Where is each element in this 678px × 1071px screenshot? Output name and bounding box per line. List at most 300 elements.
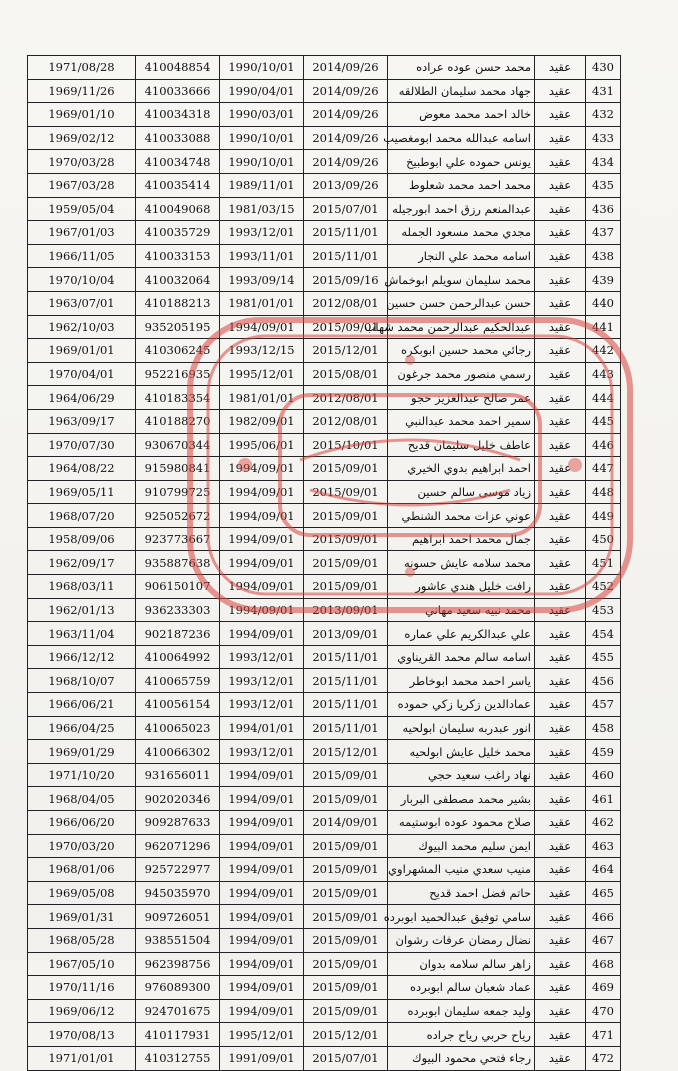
full-name-cell: ايمن سليم محمد البيوك [388, 834, 535, 858]
table-row [28, 362, 621, 386]
birth-date-cell: 1968/05/28 [28, 928, 136, 952]
full-name-cell: علي عبدالكريم علي عماره [388, 622, 535, 646]
appointment-date-cell: 1994/09/01 [220, 598, 304, 622]
id-number-cell: 410117931 [136, 1023, 220, 1047]
promotion-date-cell: 2015/12/01 [304, 740, 388, 764]
appointment-date-cell: 1993/09/14 [220, 268, 304, 292]
rank-cell: عقيد [535, 504, 586, 528]
full-name-cell: صلاح محمود عوده ابوستيمه [388, 811, 535, 835]
full-name-cell: زاهر سالم سلامه بدوان [388, 952, 535, 976]
appointment-date-cell: 1989/11/01 [220, 173, 304, 197]
appointment-date-cell: 1994/09/01 [220, 575, 304, 599]
appointment-date-cell: 1994/09/01 [220, 622, 304, 646]
birth-date-cell: 1969/01/01 [28, 339, 136, 363]
id-number-cell: 930670344 [136, 433, 220, 457]
promotion-date-cell: 2014/09/26 [304, 79, 388, 103]
id-number-cell: 410034318 [136, 103, 220, 127]
rank-cell: عقيد [535, 881, 586, 905]
table-row [28, 575, 621, 599]
promotion-date-cell: 2015/09/01 [304, 551, 388, 575]
promotion-date-cell: 2015/09/01 [304, 457, 388, 481]
promotion-date-cell: 2015/09/01 [304, 480, 388, 504]
full-name-cell: زياد موسى سالم حسين [388, 480, 535, 504]
serial-number-cell: 453 [586, 598, 621, 622]
appointment-date-cell: 1994/09/01 [220, 504, 304, 528]
table-row [28, 457, 621, 481]
birth-date-cell: 1966/06/21 [28, 693, 136, 717]
rank-cell: عقيد [535, 315, 586, 339]
rank-cell: عقيد [535, 928, 586, 952]
serial-number-cell: 443 [586, 362, 621, 386]
table-row [28, 173, 621, 197]
birth-date-cell: 1970/11/16 [28, 976, 136, 1000]
rank-cell: عقيد [535, 79, 586, 103]
full-name-cell: حاتم فضل احمد قديح [388, 881, 535, 905]
appointment-date-cell: 1994/09/01 [220, 999, 304, 1023]
id-number-cell: 410049068 [136, 197, 220, 221]
appointment-date-cell: 1994/09/01 [220, 480, 304, 504]
serial-number-cell: 439 [586, 268, 621, 292]
id-number-cell: 909287633 [136, 811, 220, 835]
appointment-date-cell: 1994/09/01 [220, 905, 304, 929]
id-number-cell: 952216935 [136, 362, 220, 386]
promotion-date-cell: 2015/11/01 [304, 645, 388, 669]
rank-cell: عقيد [535, 197, 586, 221]
rank-cell: عقيد [535, 244, 586, 268]
id-number-cell: 410032064 [136, 268, 220, 292]
appointment-date-cell: 1990/03/01 [220, 103, 304, 127]
id-number-cell: 906150107 [136, 575, 220, 599]
table-row [28, 103, 621, 127]
rank-cell: عقيد [535, 362, 586, 386]
full-name-cell: محمد حسن عوده عراده [388, 56, 535, 80]
serial-number-cell: 432 [586, 103, 621, 127]
serial-number-cell: 456 [586, 669, 621, 693]
rank-cell: عقيد [535, 622, 586, 646]
id-number-cell: 935205195 [136, 315, 220, 339]
table-row [28, 952, 621, 976]
table-row [28, 56, 621, 80]
rank-cell: عقيد [535, 763, 586, 787]
promotion-date-cell: 2015/09/01 [304, 787, 388, 811]
birth-date-cell: 1963/11/04 [28, 622, 136, 646]
id-number-cell: 410188213 [136, 291, 220, 315]
id-number-cell: 936233303 [136, 598, 220, 622]
promotion-date-cell: 2015/09/01 [304, 575, 388, 599]
full-name-cell: عمر صالح عبدالعزيز حجو [388, 386, 535, 410]
table-row [28, 197, 621, 221]
serial-number-cell: 461 [586, 787, 621, 811]
table-row [28, 291, 621, 315]
birth-date-cell: 1962/09/17 [28, 551, 136, 575]
birth-date-cell: 1967/01/03 [28, 221, 136, 245]
serial-number-cell: 465 [586, 881, 621, 905]
appointment-date-cell: 1994/01/01 [220, 716, 304, 740]
promotion-date-cell: 2015/07/01 [304, 197, 388, 221]
appointment-date-cell: 1993/12/01 [220, 221, 304, 245]
appointment-date-cell: 1994/09/01 [220, 457, 304, 481]
id-number-cell: 931656011 [136, 763, 220, 787]
full-name-cell: محمد خليل عايش ابولحيه [388, 740, 535, 764]
promotion-date-cell: 2015/12/01 [304, 1023, 388, 1047]
table-row [28, 905, 621, 929]
serial-number-cell: 469 [586, 976, 621, 1000]
id-number-cell: 935887638 [136, 551, 220, 575]
table-row [28, 787, 621, 811]
full-name-cell: رجاء فتحي محمود البيوك [388, 1046, 535, 1070]
full-name-cell: يونس حموده علي ابوطبيخ [388, 150, 535, 174]
serial-number-cell: 452 [586, 575, 621, 599]
full-name-cell: حسن عبدالرحمن حسن حسين [388, 291, 535, 315]
rank-cell: عقيد [535, 693, 586, 717]
serial-number-cell: 449 [586, 504, 621, 528]
serial-number-cell: 457 [586, 693, 621, 717]
promotion-date-cell: 2014/09/26 [304, 126, 388, 150]
appointment-date-cell: 1994/09/01 [220, 834, 304, 858]
birth-date-cell: 1970/08/13 [28, 1023, 136, 1047]
appointment-date-cell: 1993/11/01 [220, 244, 304, 268]
rank-cell: عقيد [535, 716, 586, 740]
birth-date-cell: 1964/06/29 [28, 386, 136, 410]
id-number-cell: 410033666 [136, 79, 220, 103]
birth-date-cell: 1969/02/12 [28, 126, 136, 150]
appointment-date-cell: 1994/09/01 [220, 811, 304, 835]
serial-number-cell: 446 [586, 433, 621, 457]
id-number-cell: 410056154 [136, 693, 220, 717]
appointment-date-cell: 1994/09/01 [220, 315, 304, 339]
birth-date-cell: 1968/03/11 [28, 575, 136, 599]
rank-cell: عقيد [535, 339, 586, 363]
table-row [28, 716, 621, 740]
promotion-date-cell: 2015/09/01 [304, 834, 388, 858]
full-name-cell: رياح حربي رياح جراده [388, 1023, 535, 1047]
table-row [28, 126, 621, 150]
id-number-cell: 938551504 [136, 928, 220, 952]
table-row [28, 480, 621, 504]
rank-cell: عقيد [535, 999, 586, 1023]
table-row [28, 1046, 621, 1070]
full-name-cell: عوني عزات محمد الشنطي [388, 504, 535, 528]
birth-date-cell: 1964/08/22 [28, 457, 136, 481]
serial-number-cell: 470 [586, 999, 621, 1023]
serial-number-cell: 431 [586, 79, 621, 103]
promotion-date-cell: 2014/09/26 [304, 150, 388, 174]
serial-number-cell: 445 [586, 409, 621, 433]
appointment-date-cell: 1982/09/01 [220, 409, 304, 433]
appointment-date-cell: 1995/12/01 [220, 1023, 304, 1047]
serial-number-cell: 442 [586, 339, 621, 363]
id-number-cell: 962398756 [136, 952, 220, 976]
table-row [28, 811, 621, 835]
table-row [28, 504, 621, 528]
table-row [28, 763, 621, 787]
promotion-date-cell: 2015/11/01 [304, 221, 388, 245]
id-number-cell: 902020346 [136, 787, 220, 811]
promotion-date-cell: 2015/09/01 [304, 527, 388, 551]
serial-number-cell: 430 [586, 56, 621, 80]
serial-number-cell: 435 [586, 173, 621, 197]
id-number-cell: 410035414 [136, 173, 220, 197]
promotion-date-cell: 2015/11/01 [304, 716, 388, 740]
serial-number-cell: 441 [586, 315, 621, 339]
birth-date-cell: 1963/09/17 [28, 409, 136, 433]
full-name-cell: عاطف خليل سليمان قديح [388, 433, 535, 457]
serial-number-cell: 444 [586, 386, 621, 410]
full-name-cell: رجائي محمد حسين ابوبكره [388, 339, 535, 363]
serial-number-cell: 440 [586, 291, 621, 315]
full-name-cell: ياسر احمد محمد ابوخاطر [388, 669, 535, 693]
full-name-cell: سمير احمد محمد عبدالنبي [388, 409, 535, 433]
appointment-date-cell: 1990/10/01 [220, 150, 304, 174]
full-name-cell: منيب سعدي منيب المشهراوي [388, 858, 535, 882]
rank-cell: عقيد [535, 103, 586, 127]
rank-cell: عقيد [535, 221, 586, 245]
table-row [28, 928, 621, 952]
birth-date-cell: 1971/10/20 [28, 763, 136, 787]
appointment-date-cell: 1994/09/01 [220, 787, 304, 811]
birth-date-cell: 1966/11/05 [28, 244, 136, 268]
promotion-date-cell: 2015/09/01 [304, 881, 388, 905]
promotion-date-cell: 2015/08/01 [304, 362, 388, 386]
serial-number-cell: 460 [586, 763, 621, 787]
serial-number-cell: 466 [586, 905, 621, 929]
full-name-cell: وليد جمعه سليمان ابوبرده [388, 999, 535, 1023]
promotion-date-cell: 2015/09/01 [304, 976, 388, 1000]
appointment-date-cell: 1981/01/01 [220, 291, 304, 315]
serial-number-cell: 467 [586, 928, 621, 952]
id-number-cell: 924701675 [136, 999, 220, 1023]
table-row [28, 622, 621, 646]
id-number-cell: 923773667 [136, 527, 220, 551]
rank-cell: عقيد [535, 905, 586, 929]
appointment-date-cell: 1990/10/01 [220, 126, 304, 150]
appointment-date-cell: 1990/10/01 [220, 56, 304, 80]
id-number-cell: 410033088 [136, 126, 220, 150]
serial-number-cell: 472 [586, 1046, 621, 1070]
rank-cell: عقيد [535, 976, 586, 1000]
rank-cell: عقيد [535, 457, 586, 481]
birth-date-cell: 1969/05/11 [28, 480, 136, 504]
table-row [28, 999, 621, 1023]
serial-number-cell: 451 [586, 551, 621, 575]
table-row [28, 386, 621, 410]
full-name-cell: اسامه سالم محمد القريناوي [388, 645, 535, 669]
promotion-date-cell: 2013/09/26 [304, 173, 388, 197]
table-row [28, 409, 621, 433]
birth-date-cell: 1966/04/25 [28, 716, 136, 740]
full-name-cell: محمد نبيه سعيد مهاني [388, 598, 535, 622]
full-name-cell: نضال رمضان عرفات رشوان [388, 928, 535, 952]
serial-number-cell: 438 [586, 244, 621, 268]
full-name-cell: رافت خليل هندي عاشور [388, 575, 535, 599]
promotion-date-cell: 2015/09/01 [304, 315, 388, 339]
promotion-date-cell: 2015/11/01 [304, 693, 388, 717]
appointment-date-cell: 1994/09/01 [220, 763, 304, 787]
appointment-date-cell: 1994/09/01 [220, 551, 304, 575]
rank-cell: عقيد [535, 858, 586, 882]
serial-number-cell: 437 [586, 221, 621, 245]
rank-cell: عقيد [535, 645, 586, 669]
rank-cell: عقيد [535, 575, 586, 599]
full-name-cell: جهاد محمد سليمان الطلالقه [388, 79, 535, 103]
birth-date-cell: 1962/01/13 [28, 598, 136, 622]
serial-number-cell: 468 [586, 952, 621, 976]
id-number-cell: 410033153 [136, 244, 220, 268]
appointment-date-cell: 1994/09/01 [220, 976, 304, 1000]
table-row [28, 315, 621, 339]
rank-cell: عقيد [535, 811, 586, 835]
appointment-date-cell: 1995/06/01 [220, 433, 304, 457]
rank-cell: عقيد [535, 480, 586, 504]
serial-number-cell: 463 [586, 834, 621, 858]
appointment-date-cell: 1994/09/01 [220, 881, 304, 905]
full-name-cell: اسامه محمد علي النجار [388, 244, 535, 268]
full-name-cell: مجدي محمد مسعود الجمله [388, 221, 535, 245]
promotion-date-cell: 2014/09/01 [304, 811, 388, 835]
full-name-cell: جمال محمد احمد ابراهيم [388, 527, 535, 551]
full-name-cell: محمد احمد محمد شعلوط [388, 173, 535, 197]
table-row [28, 551, 621, 575]
birth-date-cell: 1968/10/07 [28, 669, 136, 693]
serial-number-cell: 434 [586, 150, 621, 174]
promotion-date-cell: 2015/09/01 [304, 952, 388, 976]
full-name-cell: بشير محمد مصطفى البربار [388, 787, 535, 811]
id-number-cell: 909726051 [136, 905, 220, 929]
table-row [28, 858, 621, 882]
rank-cell: عقيد [535, 150, 586, 174]
promotion-date-cell: 2015/09/01 [304, 504, 388, 528]
id-number-cell: 410306245 [136, 339, 220, 363]
table-row [28, 433, 621, 457]
birth-date-cell: 1971/08/28 [28, 56, 136, 80]
appointment-date-cell: 1990/04/01 [220, 79, 304, 103]
promotion-date-cell: 2015/09/01 [304, 858, 388, 882]
table-row [28, 221, 621, 245]
id-number-cell: 410066302 [136, 740, 220, 764]
rank-cell: عقيد [535, 551, 586, 575]
promotion-date-cell: 2013/09/01 [304, 598, 388, 622]
table-row [28, 693, 621, 717]
id-number-cell: 945035970 [136, 881, 220, 905]
table-row [28, 244, 621, 268]
id-number-cell: 410188270 [136, 409, 220, 433]
full-name-cell: عمادالدين زكريا زكي حموده [388, 693, 535, 717]
table-row [28, 976, 621, 1000]
personnel-table [27, 55, 621, 1071]
table-row [28, 268, 621, 292]
serial-number-cell: 450 [586, 527, 621, 551]
rank-cell: عقيد [535, 291, 586, 315]
appointment-date-cell: 1995/12/01 [220, 362, 304, 386]
birth-date-cell: 1969/01/31 [28, 905, 136, 929]
birth-date-cell: 1970/03/20 [28, 834, 136, 858]
id-number-cell: 915980841 [136, 457, 220, 481]
promotion-date-cell: 2015/09/01 [304, 999, 388, 1023]
id-number-cell: 925722977 [136, 858, 220, 882]
promotion-date-cell: 2015/09/01 [304, 905, 388, 929]
birth-date-cell: 1966/06/20 [28, 811, 136, 835]
full-name-cell: سامي توفيق عبدالحميد ابوبرده [388, 905, 535, 929]
serial-number-cell: 436 [586, 197, 621, 221]
id-number-cell: 910799725 [136, 480, 220, 504]
birth-date-cell: 1969/05/08 [28, 881, 136, 905]
birth-date-cell: 1969/06/12 [28, 999, 136, 1023]
serial-number-cell: 459 [586, 740, 621, 764]
serial-number-cell: 471 [586, 1023, 621, 1047]
birth-date-cell: 1968/01/06 [28, 858, 136, 882]
appointment-date-cell: 1981/01/01 [220, 386, 304, 410]
rank-cell: عقيد [535, 173, 586, 197]
birth-date-cell: 1962/10/03 [28, 315, 136, 339]
promotion-date-cell: 2015/09/01 [304, 763, 388, 787]
rank-cell: عقيد [535, 409, 586, 433]
rank-cell: عقيد [535, 527, 586, 551]
id-number-cell: 410065023 [136, 716, 220, 740]
id-number-cell: 962071296 [136, 834, 220, 858]
full-name-cell: انور عبدربه سليمان ابولحيه [388, 716, 535, 740]
rank-cell: عقيد [535, 834, 586, 858]
appointment-date-cell: 1994/09/01 [220, 952, 304, 976]
rank-cell: عقيد [535, 740, 586, 764]
birth-date-cell: 1970/10/04 [28, 268, 136, 292]
serial-number-cell: 455 [586, 645, 621, 669]
table-body [28, 56, 621, 1071]
id-number-cell: 410034748 [136, 150, 220, 174]
appointment-date-cell: 1994/09/01 [220, 928, 304, 952]
rank-cell: عقيد [535, 126, 586, 150]
promotion-date-cell: 2012/08/01 [304, 291, 388, 315]
id-number-cell: 410183354 [136, 386, 220, 410]
table-row [28, 339, 621, 363]
promotion-date-cell: 2015/09/16 [304, 268, 388, 292]
birth-date-cell: 1966/12/12 [28, 645, 136, 669]
serial-number-cell: 433 [586, 126, 621, 150]
table-row [28, 669, 621, 693]
birth-date-cell: 1969/01/10 [28, 103, 136, 127]
full-name-cell: اسامه عبدالله محمد ابومغصيب [388, 126, 535, 150]
full-name-cell: محمد سلامه عايش حسونه [388, 551, 535, 575]
id-number-cell: 410064992 [136, 645, 220, 669]
table-row [28, 79, 621, 103]
id-number-cell: 410048854 [136, 56, 220, 80]
rank-cell: عقيد [535, 598, 586, 622]
birth-date-cell: 1970/03/28 [28, 150, 136, 174]
appointment-date-cell: 1993/12/01 [220, 645, 304, 669]
promotion-date-cell: 2015/09/01 [304, 928, 388, 952]
full-name-cell: محمد سليمان سويلم ابوخماش [388, 268, 535, 292]
table-row [28, 740, 621, 764]
id-number-cell: 410035729 [136, 221, 220, 245]
birth-date-cell: 1970/07/30 [28, 433, 136, 457]
promotion-date-cell: 2015/07/01 [304, 1046, 388, 1070]
birth-date-cell: 1963/07/01 [28, 291, 136, 315]
rank-cell: عقيد [535, 952, 586, 976]
full-name-cell: رسمي منصور محمد جرغون [388, 362, 535, 386]
table-row [28, 881, 621, 905]
birth-date-cell: 1969/11/26 [28, 79, 136, 103]
table-row [28, 598, 621, 622]
promotion-date-cell: 2014/09/26 [304, 56, 388, 80]
rank-cell: عقيد [535, 787, 586, 811]
promotion-date-cell: 2012/08/01 [304, 386, 388, 410]
serial-number-cell: 464 [586, 858, 621, 882]
id-number-cell: 976089300 [136, 976, 220, 1000]
table-row [28, 1023, 621, 1047]
promotion-date-cell: 2013/09/01 [304, 622, 388, 646]
serial-number-cell: 462 [586, 811, 621, 835]
rank-cell: عقيد [535, 386, 586, 410]
table-row [28, 834, 621, 858]
